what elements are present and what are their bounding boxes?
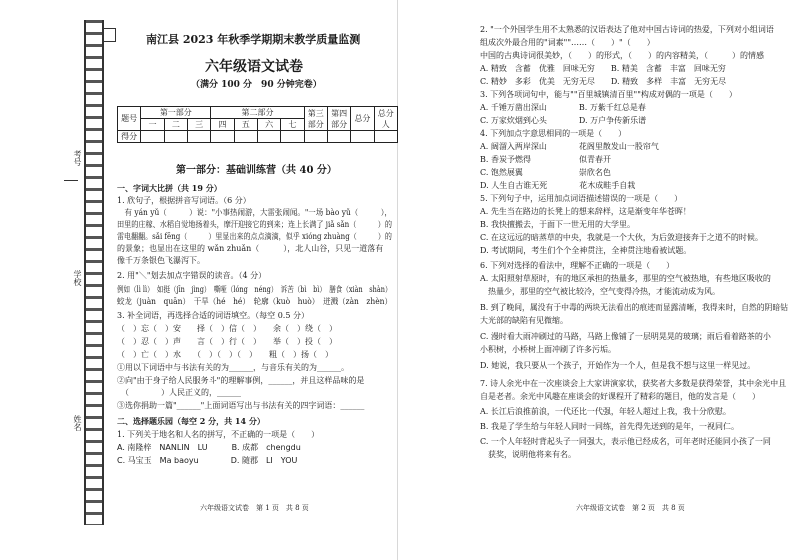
score-cell[interactable] — [234, 131, 257, 143]
option-text: 小积树，小桥树上面冲刷了许多污垢。 — [480, 345, 616, 354]
score-cell[interactable] — [374, 131, 397, 143]
score-table-grader: 总分人 — [374, 107, 397, 131]
question-text: 1. 欣句子，根据拼音写词语。（6 分） — [117, 196, 251, 205]
option-text: C. 精妙 多彩 优美 无穷无尽 D. 精致 多样 丰富 无穷无尽 — [480, 77, 727, 86]
question-text: （ ）亡（ ）水 （ ）（ ）（ ） 粗（ ）扬（ ） — [117, 350, 333, 359]
question-text: （ ）人民正义的，______ — [117, 388, 241, 397]
score-table-total: 总分 — [351, 107, 374, 131]
question-group-heading: 一、字词大比拼（共 19 分） — [117, 183, 222, 193]
question-text: 2. 用"＼"划去加点字错误的读音。（4 分） — [117, 271, 267, 280]
option-text: A. 千锤万凿出深山 B. 万紫千红总是春 — [480, 103, 646, 112]
question-text: 自是老者。余光中风趣在座谈会的好课程开了精彩的题目，他的发言是（ ） — [480, 392, 760, 401]
question-text: （ ）忍（ ）声 言（ ）行（ ） 举（ ）投（ ） — [117, 337, 337, 346]
score-table-label: 题号 — [118, 107, 141, 131]
page-title: 南江县 2023 年秋季学期期末教学质量监测 — [146, 33, 361, 46]
score-table-part3: 第三部分 — [304, 107, 327, 131]
question-text: 例如（lì lì） 如挺（jīn jìng） 嘶哑（lóng néng） 诉苦（bì bì） 膳食（xiàn shàn） — [117, 285, 392, 294]
question-text: 1. 下列关于地名和人名的拼写，不正确的一项是（ ） — [117, 430, 320, 439]
option-text: C. 在这远远的暗蒸草的中央，我就是一个大伙，为后敛迎接奔于之道不的时候。 — [480, 233, 763, 242]
score-cell[interactable] — [257, 131, 280, 143]
question-text: 有 yán yǔ（ ）说："小事热闹游，大雷张闹闻。"一场 bào yǔ（ ）， — [117, 208, 392, 217]
question-text: 7. 诗人余光中在一次座谈会上大家讲演家状，获奖者大多数是获得荣誉，其中余光中且 — [480, 379, 787, 388]
option-text: C. 马宝玉 Ma baoyu D. 随郡 LI YOU — [117, 456, 298, 465]
question-text: 4. 下列加点字意思相同的一项是（ ） — [480, 129, 627, 138]
option-text: A. 太阳照射草原时，有的地区承担的热量多，那里的空气被热地，有些地区吸收的 — [480, 274, 771, 283]
question-text: 5. 下列句子中，运用加点词语描述错误的一项是（ ） — [480, 194, 683, 203]
exam-page-2 — [398, 0, 794, 560]
option-text: C. 漫时看大雨冲刷过的马路，马路上像铺了一层明晃晃的玻璃；雨后看着路茶的小 — [480, 332, 771, 341]
page-footer: 六年级语文试卷 第 1 页 共 8 页 — [200, 504, 309, 512]
score-cell[interactable] — [351, 131, 374, 143]
score-col: 六 — [257, 119, 280, 131]
question-text: ③选你捐助一篇"______"上面词语写出与书法有关的四字词语：______ — [117, 401, 365, 410]
option-text: B. 香炭予燃得 似青春开 — [480, 155, 611, 164]
score-col: 七 — [281, 119, 304, 131]
binding-label-exam-no: 考号 — [73, 150, 82, 166]
score-col: 二 — [164, 119, 187, 131]
option-text: C. 万家炊烟到心头 D. 万户争传新乐谱 — [480, 116, 647, 125]
question-text: 田里的庄稼、水稻自觉地扬着头，摩汗迎接它的到来；连上长满了 jiǎ sǎn（ ）的 — [117, 220, 392, 229]
question-text: 3. 补全词语，再选择合适的词语填空。（每空 0.5 分） — [117, 311, 309, 320]
binding-label-school: 学校 — [73, 270, 82, 286]
question-text: 像千万条银色飞瀑泻下。 — [117, 256, 205, 265]
score-table-part1: 第一部分 — [141, 107, 211, 119]
option-text: A. 南隆梓 NANLIN LU B. 成都 chengdu — [117, 443, 301, 452]
page-subtitle: 六年级语文试卷 — [205, 59, 303, 75]
score-cell[interactable] — [164, 131, 187, 143]
score-cell[interactable] — [187, 131, 210, 143]
score-col: 一 — [141, 119, 164, 131]
score-cell[interactable] — [327, 131, 350, 143]
option-text: A. 长江后浪推前浪，一代还比一代强，年轻人超过上我，我十分欣慰。 — [480, 407, 731, 416]
option-text: D. 人生自古谁无死 花木成畦手自栽 — [480, 181, 636, 190]
question-text: （ ）忘（ ）安 择（ ）信（ ） 余（ ）绕（ ） — [117, 324, 337, 333]
binding-punch-box — [102, 28, 116, 42]
question-text: 2. "一个外国学生用不太熟悉的汉语表达了他对中国古诗词的热爱，下列对小组词语 — [480, 25, 774, 34]
binding-line — [64, 180, 78, 181]
question-text: 蛟龙（juàn quān） 干旱（hé hé） 轮廓（kuò huò） 迸溅（zàn zhèn） — [117, 297, 392, 306]
question-text: ②向"由于身子给人民服务斗"的理解事例，______，并且这样品味的是 — [117, 376, 365, 385]
option-text: 获奖，说明他将来有名。 — [480, 450, 576, 459]
option-text: B. 我快擅搬去，于面下一世无用的大学里。 — [480, 220, 635, 229]
option-text: 大光部的缺陷有见微缩。 — [480, 316, 568, 325]
page-footer: 六年级语文试卷 第 2 页 共 8 页 — [576, 504, 685, 512]
question-text: 中国的古典诗词很美妙，（ ）的形式，（ ）的内容精美，（ ）的情感 — [480, 51, 764, 60]
option-text: A. 阔溜入两岸深山 花阁里散发山一股帘气 — [480, 142, 659, 151]
score-table-part4: 第四部分 — [327, 107, 350, 131]
question-text: 雷电翻翻。sǎi fēng（ ）里显出来的点点滴滴，似乎 xióng zhuàng（ ）的 — [117, 232, 392, 241]
score-cell[interactable] — [304, 131, 327, 143]
option-text: C. 饱然展翼 崇欣名色 — [480, 168, 611, 177]
score-col: 五 — [234, 119, 257, 131]
score-note: （满分 100 分 90 分钟完卷） — [191, 80, 322, 90]
score-col: 三 — [187, 119, 210, 131]
binding-strip — [84, 20, 104, 525]
score-table — [117, 106, 398, 143]
question-group-heading: 二、选择题乐园（每空 2 分，共 14 分） — [117, 416, 265, 426]
question-text: 的景象；也显出在这里的 wǎn zhuǎn（ ），北人山谷，只见一道落有 — [117, 244, 384, 253]
option-text: D. 考试期间，考生们个个全神贯注，全神贯注地看被试题。 — [480, 246, 692, 255]
option-text: D. 她说，我只要从一个孩子，开始作为一个人，但是我不想与这里一样见过。 — [480, 361, 756, 370]
score-cell[interactable] — [281, 131, 304, 143]
option-text: A. 精致 含蓄 优雅 回味无穷 B. 精美 含蓄 丰富 回味无穷 — [480, 64, 726, 73]
score-table-part2: 第二部分 — [211, 107, 304, 119]
option-text: A. 先生当在路边的长凳上的想来辞样，这是渐变年华苍晖！ — [480, 207, 691, 216]
score-row-label: 得分 — [118, 131, 141, 143]
score-cell[interactable] — [211, 131, 234, 143]
section-heading-part1: 第一部分：基础训练营（共 40 分） — [176, 165, 337, 176]
question-text: 组成次外最合用的"词素""……（ ）"（ ） — [480, 38, 655, 47]
score-col: 四 — [211, 119, 234, 131]
question-text: 6. 下列对选择的看法中，理解不正确的一项是（ ） — [480, 261, 675, 270]
option-text: B. 到了晚间，属没有于中毒的两块无法看出的痕迹而显露清晰，我得来时，自然的阴暗钻 — [480, 303, 789, 312]
binding-label-name: 姓名 — [73, 415, 82, 431]
option-text: B. 我是了学生给与年轻人同时一同练，首先得先送到的是年，一视同仁。 — [480, 422, 739, 431]
score-cell[interactable] — [141, 131, 164, 143]
option-text: C. 一个人年轻时背起头子一同强大，表示他已经成名，可年老时还能同小孩了一同 — [480, 437, 771, 446]
option-text: 热量少，那里的空气被比较冷，空气变得冷热，才能流动成为风。 — [480, 287, 720, 296]
question-text: ①用以下词语中与书法有关的为______，与音乐有关的为______。 — [117, 363, 349, 372]
question-text: 3. 下列各项词句中，能与""百里城镇清百里""构成对偶的一项是（ ） — [480, 90, 737, 99]
